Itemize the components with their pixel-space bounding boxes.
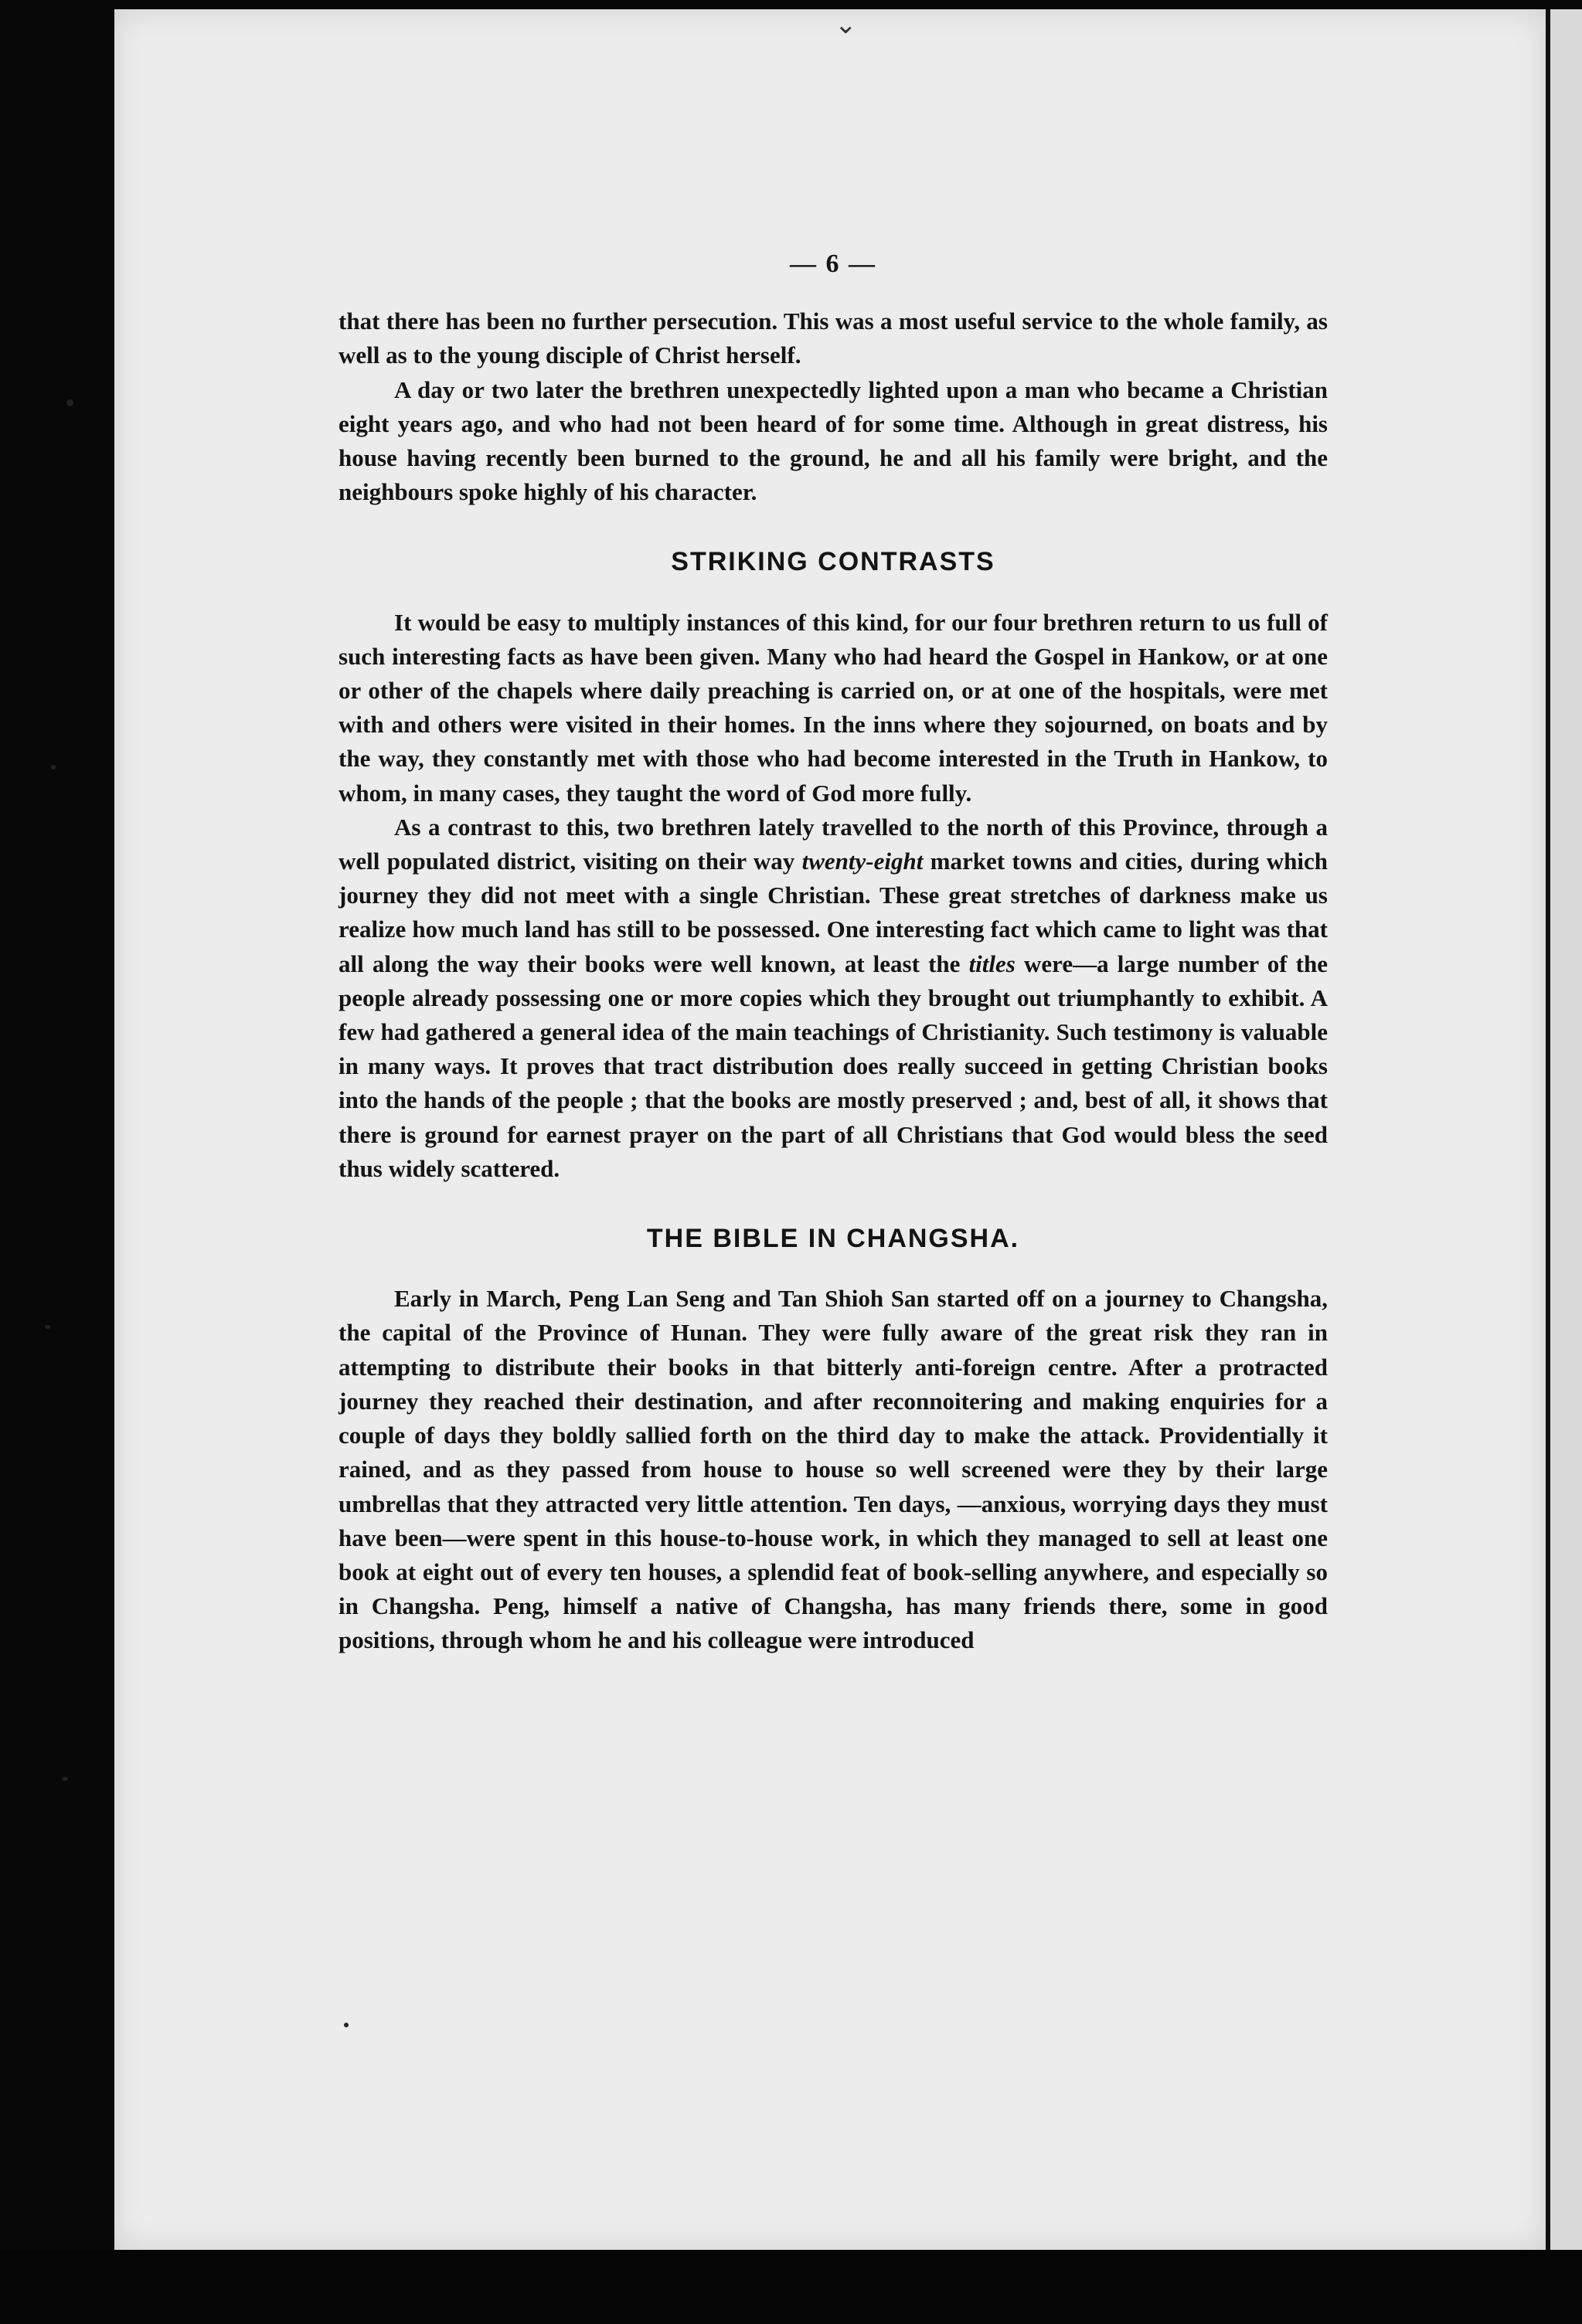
contrasts-paragraph-1: It would be easy to multiply instances of this kind, for our four brethren return to us full of such interesting facts as have been given. Many who had heard the Gospel in Hankow, or at one or other of the chapels where daily preaching is carried on, or at one of the hospitals, were met with and others were visited in their homes. In the inns where they sojourned, on boats and by the way, they constantly met with those who had become interested in the Truth in Hankow, to whom, in many cases, they taught the word of God more fully.	[339, 608, 1328, 807]
document-body	[339, 247, 1328, 1658]
intro-paragraph-2: A day or two later the brethren unexpectedly lighted upon a man who became a Christian eight years ago, and who had not been heard of for some time. Although in great distress, his house having recently been burned to the ground, he and all his family were bright, and the neighbours spoke highly of his character.	[339, 375, 1328, 506]
scan-speck	[51, 765, 56, 770]
section-heading-bible-in-changsha: THE BIBLE IN CHANGSHA.	[646, 1224, 1020, 1254]
section-heading-striking-contrasts: STRIKING CONTRASTS	[671, 547, 995, 577]
scan-speck	[62, 1777, 68, 1781]
scan-border	[0, 2250, 1582, 2324]
contrasts-paragraph-2	[339, 810, 1328, 1186]
text-run: market towns and cities, during which journey they did not meet with a single Christian. These great stretches of darkness make us realize how much land has still to be possessed. One interesting fact which came to light was that all along the way their books were well known, at least the	[339, 848, 1328, 977]
text-run: As a contrast to this, two brethren lately travelled to the north of this Province, through a well populated district, visiting on their way	[339, 813, 1328, 875]
italic-text: twenty-eight	[801, 848, 924, 875]
adjacent-page-edge	[1546, 9, 1582, 2250]
binding-mark: ⌄	[835, 9, 857, 40]
scan-speck	[66, 399, 73, 406]
intro-paragraph-1: that there has been no further persecution. This was a most useful service to the whole family, as well as to the young disciple of Christ herself.	[339, 307, 1328, 369]
changsha-paragraph-1: Early in March, Peng Lan Seng and Tan Shioh San started off on a journey to Changsha, the capital of the Province of Hunan. They were fully aware of the great risk they ran in attempting to distribute their books in that bitterly anti-foreign centre. After a protracted journey they reached their destination, and after reconnoitering and making enquiries for a couple of days they boldly sallied forth on the third day to make the attack. Providentially it rained, and as they passed from house to house so well screened were they by their large umbrellas that they attracted very little attention. Ten days, —anxious, worrying days they must have been—were spent in this house-to-house work, in which they managed to sell at least one book at eight out of every ten houses, a splendid feat of book-selling anywhere, and especially so in Changsha. Peng, himself a native of Changsha, has many friends there, some in good positions, through whom he and his colleague were introduced	[339, 1285, 1328, 1654]
scan-speck	[45, 1325, 50, 1329]
italic-text: titles	[968, 950, 1016, 977]
scan-speck	[344, 2023, 349, 2027]
text-run: were—a large number of the people already possessing one or more copies which they brought out triumphantly to exhibit. A few had gathered a general idea of the main teachings of Christianity. Such testimony is valuable in many ways. It proves that tract distribution does really succeed in getting Christian books into the hands of the people ; that the books are mostly preserved ; and, best of all, it shows that there is ground for earnest prayer on the part of all Christians that God would bless the seed thus widely scattered.	[339, 950, 1328, 1182]
page-number: — 6 —	[790, 250, 876, 278]
